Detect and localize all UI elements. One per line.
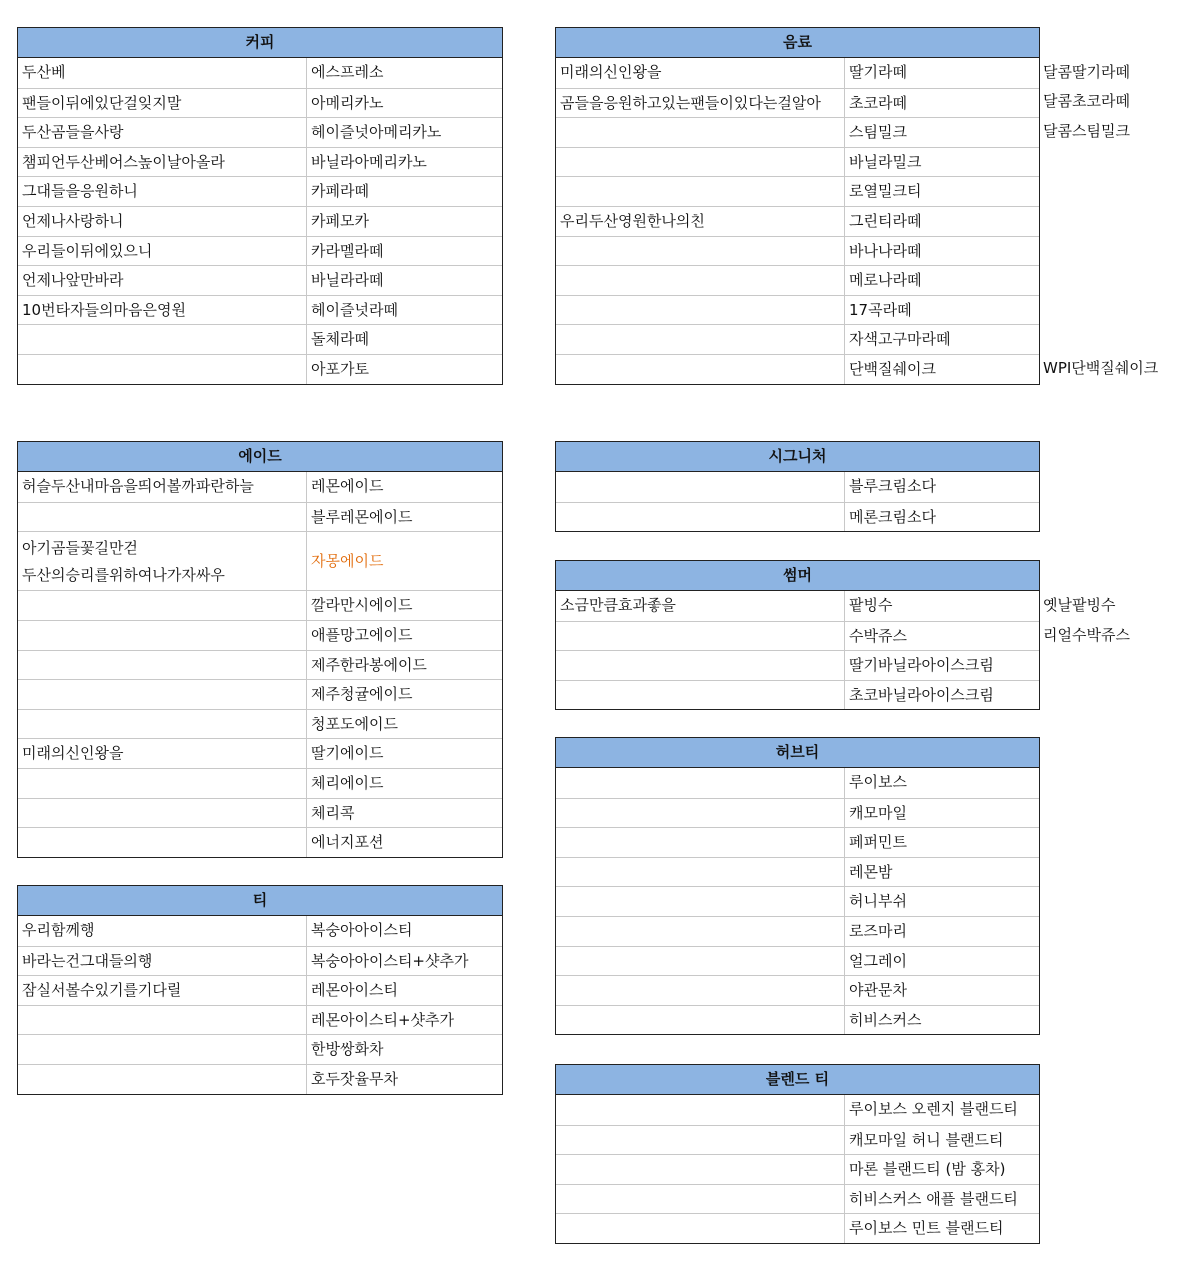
table-row xyxy=(556,857,1039,887)
table-row xyxy=(556,1154,1039,1184)
table-header: 블렌드 티 xyxy=(556,1065,1039,1095)
cell-lyric: 두산곰들을사랑 xyxy=(18,118,307,147)
cell-item: 체리콕 xyxy=(311,803,355,822)
cell-item: 레몬아이스티 xyxy=(311,981,398,1000)
cell-lyric xyxy=(556,768,845,798)
cell-item: 수박쥬스 xyxy=(849,626,907,645)
cell-lyric: 우리들이뒤에있으니 xyxy=(18,237,307,266)
cell-item: 페퍼민트 xyxy=(849,833,907,852)
cell-lyric xyxy=(556,148,845,177)
table-row xyxy=(18,916,502,946)
cell-item: 초코바닐라아이스크림 xyxy=(849,685,994,704)
cell-item: 블루레몬에이드 xyxy=(311,507,413,526)
cell-lyric xyxy=(556,651,845,680)
table-row xyxy=(18,472,502,502)
cell-lyric xyxy=(556,1185,845,1214)
cell-item: 청포도에이드 xyxy=(311,714,398,733)
cell-item: 히비스커스 xyxy=(849,1010,922,1029)
cell-lyric xyxy=(18,325,307,354)
table-row xyxy=(556,946,1039,976)
cell-lyric xyxy=(556,472,845,502)
cell-lyric: 소금만큼효과좋을 xyxy=(556,591,845,621)
cell-lyric xyxy=(556,858,845,887)
cell-lyric xyxy=(556,917,845,946)
cell-lyric xyxy=(556,1006,845,1035)
table-row xyxy=(18,738,502,768)
cell-item: 자색고구마라떼 xyxy=(849,330,951,349)
side-note: 리얼수박쥬스 xyxy=(1043,626,1130,644)
table-row xyxy=(556,1213,1039,1243)
table-header: 시그니처 xyxy=(556,442,1039,472)
side-note: 달콤스팀밀크 xyxy=(1043,122,1130,140)
cell-lyric xyxy=(556,799,845,828)
cell-lyric xyxy=(556,266,845,295)
cell-item: 바닐라밀크 xyxy=(849,152,922,171)
drinks-table xyxy=(555,27,1040,385)
side-note: 달콤초코라떼 xyxy=(1043,92,1130,110)
table-row xyxy=(18,709,502,739)
table-row xyxy=(556,354,1039,384)
table-row xyxy=(556,176,1039,206)
table-row xyxy=(556,886,1039,916)
ade-rows-top xyxy=(18,472,502,531)
table-row xyxy=(556,1184,1039,1214)
cell-item: 블루크림소다 xyxy=(849,477,936,495)
summer-table xyxy=(555,560,1040,710)
cell-item: 아메리카노 xyxy=(311,93,384,112)
cell-item: 팥빙수 xyxy=(849,596,893,614)
cell-lyric xyxy=(556,828,845,857)
table-row xyxy=(556,295,1039,325)
cell-lyric xyxy=(18,680,307,709)
table-row xyxy=(18,88,502,118)
cell-item: 카페모카 xyxy=(311,211,369,230)
table-row xyxy=(18,206,502,236)
cell-item: 바닐라아메리카노 xyxy=(311,152,427,171)
table-row xyxy=(18,147,502,177)
cell-item: 복숭아아이스티 xyxy=(311,921,413,939)
table-row xyxy=(556,324,1039,354)
table-row xyxy=(18,946,502,976)
cell-item: 한방쌍화차 xyxy=(311,1040,384,1059)
cell-lyric xyxy=(18,710,307,739)
cell-lyric xyxy=(556,976,845,1005)
cell-lyric xyxy=(556,1155,845,1184)
cell-item: 초코라떼 xyxy=(849,93,907,112)
cell-item: 체리에이드 xyxy=(311,773,384,792)
cell-lyric xyxy=(556,118,845,147)
cell-lyric: 언제나앞만바라 xyxy=(18,266,307,295)
cell-item: 바나나라떼 xyxy=(849,241,922,260)
cell-lyric: 잠실서볼수있기를기다릴 xyxy=(18,976,307,1005)
cell-lyric xyxy=(18,769,307,798)
cell-item: 제주한라봉에이드 xyxy=(311,655,427,674)
cell-lyric: 곰들을응원하고있는팬들이있다는걸알아 xyxy=(556,89,845,118)
cell-lyric xyxy=(556,681,845,710)
cell-item: 마론 블랜드티 (밤 홍차) xyxy=(849,1160,1006,1179)
cell-lyric xyxy=(556,1095,845,1125)
cell-lyric xyxy=(18,503,307,532)
table-row-merged xyxy=(18,531,502,590)
table-header: 에이드 xyxy=(18,442,502,472)
cell-item: 히비스커스 애플 블랜드티 xyxy=(849,1189,1018,1208)
cell-lyric xyxy=(556,947,845,976)
cell-item: 그린티라떼 xyxy=(849,211,922,230)
table-row xyxy=(18,798,502,828)
table-row xyxy=(556,502,1039,532)
table-row xyxy=(18,502,502,532)
cell-item: 헤이즐넛아메리카노 xyxy=(311,123,442,142)
cell-item: 로즈마리 xyxy=(849,921,907,940)
cell-item: 바닐라라떼 xyxy=(311,271,384,290)
cell-lyric: 팬들이뒤에있단걸잊지말 xyxy=(18,89,307,118)
table-header: 허브티 xyxy=(556,738,1039,768)
table-row xyxy=(556,650,1039,680)
cell-lyric xyxy=(556,177,845,206)
cell-lyric: 두산베 xyxy=(18,58,307,88)
cell-item: 깔라만시에이드 xyxy=(311,596,413,615)
table-row xyxy=(18,975,502,1005)
table-row xyxy=(18,1064,502,1094)
cell-item: 호두잣율무차 xyxy=(311,1069,398,1088)
cell-item: 로열밀크티 xyxy=(849,182,922,201)
table-row xyxy=(18,650,502,680)
table-row xyxy=(556,680,1039,710)
table-row xyxy=(18,354,502,384)
cell-item: 야관문차 xyxy=(849,981,907,1000)
cell-item: 메론크림소다 xyxy=(849,507,936,526)
table-row xyxy=(556,768,1039,798)
cell-item: 레몬아이스티+샷추가 xyxy=(311,1010,454,1029)
cell-item: 자몽에이드 xyxy=(311,552,384,571)
side-note: 옛날팥빙수 xyxy=(1043,596,1116,614)
cell-item: 단백질쉐이크 xyxy=(849,359,936,378)
herb-tea-table xyxy=(555,737,1040,1035)
cell-item: 에너지포션 xyxy=(311,833,384,852)
signature-table xyxy=(555,441,1040,532)
table-row xyxy=(556,1005,1039,1035)
table-row xyxy=(18,117,502,147)
table-header: 썸머 xyxy=(556,561,1039,591)
cell-item: 에스프레소 xyxy=(311,63,384,81)
table-row xyxy=(18,679,502,709)
cell-left-top: 아기곰들꽃길만걷 xyxy=(22,539,138,558)
cell-item: 복숭아아이스티+샷추가 xyxy=(311,951,469,970)
table-row xyxy=(556,88,1039,118)
cell-item: 얼그레이 xyxy=(849,951,907,970)
side-note: 달콤딸기라떼 xyxy=(1043,63,1130,81)
cell-item: 딸기바닐라아이스크림 xyxy=(849,656,994,675)
table-row xyxy=(556,206,1039,236)
cell-lyric xyxy=(556,887,845,916)
cell-item: 메로나라떼 xyxy=(849,271,922,290)
cell-lyric xyxy=(556,355,845,384)
table-row xyxy=(18,1034,502,1064)
cell-lyric xyxy=(556,237,845,266)
table-row xyxy=(556,621,1039,651)
table-header: 커피 xyxy=(18,28,502,58)
ade-rows-bottom xyxy=(18,590,502,856)
table-header: 음료 xyxy=(556,28,1039,58)
ade-table xyxy=(17,441,503,858)
cell-item: 애플망고에이드 xyxy=(311,625,413,644)
table-row xyxy=(18,236,502,266)
cell-lyric xyxy=(18,1065,307,1094)
cell-lyric xyxy=(18,1006,307,1035)
cell-lyric xyxy=(18,355,307,384)
table-row xyxy=(556,117,1039,147)
cell-left-bottom: 두산의승리를위하여나가자싸우 xyxy=(22,566,225,585)
table-row xyxy=(556,236,1039,266)
cell-lyric: 미래의신인왕을 xyxy=(556,58,845,88)
table-row xyxy=(18,265,502,295)
merged-left-cell xyxy=(18,532,307,590)
table-row xyxy=(556,1095,1039,1125)
table-row xyxy=(556,827,1039,857)
cell-item: 스팀밀크 xyxy=(849,123,907,142)
cell-lyric xyxy=(18,651,307,680)
cell-lyric xyxy=(18,1035,307,1064)
table-row xyxy=(18,620,502,650)
cell-lyric xyxy=(556,296,845,325)
cell-lyric: 10번타자들의마음은영원 xyxy=(18,296,307,325)
cell-item: 헤이즐넛라떼 xyxy=(311,300,398,319)
cell-item: 아포가토 xyxy=(311,359,369,378)
cell-item: 레몬에이드 xyxy=(311,477,384,495)
cell-item: 카페라떼 xyxy=(311,182,369,201)
cell-item: 캐모마일 허니 블랜드티 xyxy=(849,1130,1004,1149)
table-row xyxy=(18,176,502,206)
table-row xyxy=(556,1125,1039,1155)
side-note: WPI단백질쉐이크 xyxy=(1043,359,1159,377)
cell-item: 딸기라떼 xyxy=(849,63,907,81)
table-row xyxy=(556,975,1039,1005)
cell-lyric: 언제나사랑하니 xyxy=(18,207,307,236)
cell-lyric xyxy=(556,325,845,354)
cell-item: 루이보스 오렌지 블랜드티 xyxy=(849,1100,1018,1118)
cell-item: 제주청귤에이드 xyxy=(311,685,413,704)
cell-item: 허니부쉬 xyxy=(849,892,907,911)
table-row xyxy=(18,1005,502,1035)
table-row xyxy=(556,147,1039,177)
table-row xyxy=(556,265,1039,295)
cell-lyric xyxy=(18,591,307,620)
cell-lyric xyxy=(556,622,845,651)
cell-lyric: 그대들을응원하니 xyxy=(18,177,307,206)
cell-lyric: 챔피언두산베어스높이날아올라 xyxy=(18,148,307,177)
table-row xyxy=(556,472,1039,502)
cell-lyric xyxy=(556,1126,845,1155)
cell-item: 캐모마일 xyxy=(849,803,907,822)
cell-lyric: 우리두산영원한나의친 xyxy=(556,207,845,236)
tea-table xyxy=(17,885,503,1095)
table-row xyxy=(18,58,502,88)
blend-tea-table xyxy=(555,1064,1040,1244)
cell-item: 루이보스 민트 블랜드티 xyxy=(849,1219,1004,1238)
table-header: 티 xyxy=(18,886,502,916)
table-row xyxy=(18,590,502,620)
cell-item: 루이보스 xyxy=(849,773,907,791)
cell-item: 레몬밤 xyxy=(849,862,893,881)
table-row xyxy=(556,58,1039,88)
table-row xyxy=(18,324,502,354)
cell-lyric xyxy=(18,621,307,650)
cell-lyric: 우리함께행 xyxy=(18,916,307,946)
coffee-table xyxy=(17,27,503,385)
cell-lyric: 미래의신인왕을 xyxy=(18,739,307,768)
cell-item: 돌체라떼 xyxy=(311,330,369,349)
table-row xyxy=(556,798,1039,828)
cell-lyric: 바라는건그대들의행 xyxy=(18,947,307,976)
cell-lyric xyxy=(556,503,845,532)
table-row xyxy=(18,768,502,798)
cell-lyric xyxy=(18,799,307,828)
cell-lyric xyxy=(556,1214,845,1243)
table-row xyxy=(18,295,502,325)
table-row xyxy=(18,827,502,857)
table-row xyxy=(556,591,1039,621)
cell-lyric xyxy=(18,828,307,857)
cell-item: 카라멜라떼 xyxy=(311,241,384,260)
table-row xyxy=(556,916,1039,946)
cell-item: 17곡라떼 xyxy=(849,300,912,319)
cell-lyric: 허슬두산내마음을띄어볼까파란하늘 xyxy=(18,472,307,502)
cell-item: 딸기에이드 xyxy=(311,744,384,763)
